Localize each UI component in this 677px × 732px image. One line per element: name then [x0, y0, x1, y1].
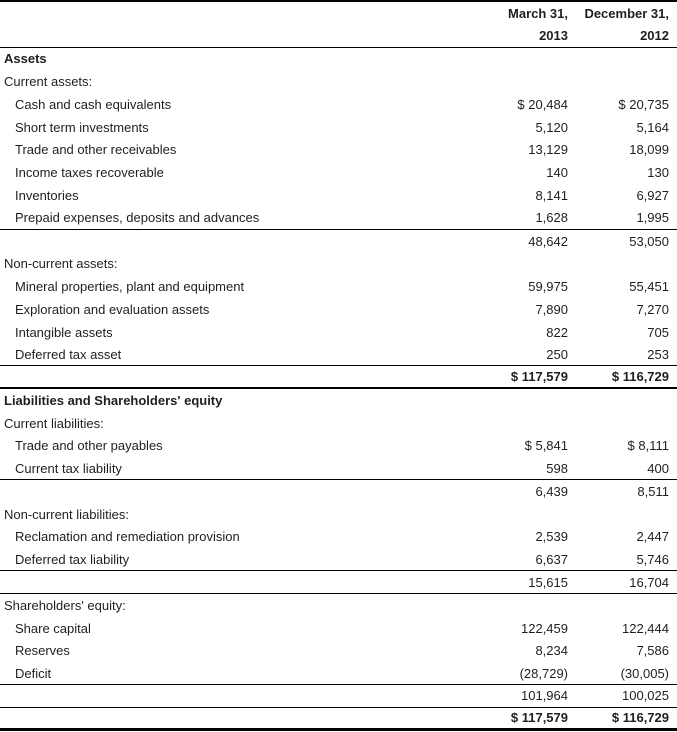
row-label: Exploration and evaluation assets — [15, 301, 210, 317]
value-2012: 6,927 — [636, 188, 669, 203]
value-2013: 122,459 — [521, 620, 568, 636]
header-row-month — [0, 2, 677, 25]
group-current-liabilities — [0, 412, 677, 435]
value-2012: 400 — [647, 460, 669, 476]
value-2012: $ 116,729 — [611, 710, 669, 726]
row-label: Deficit — [15, 665, 52, 681]
row-label: Reserves — [15, 643, 70, 659]
column-header-period-1: March 31, — [508, 5, 568, 21]
table-row — [0, 526, 677, 549]
total-liabilities-equity-row — [0, 708, 677, 731]
value-2012: 130 — [647, 165, 669, 181]
group-title: Non-current liabilities: — [4, 506, 129, 522]
table-row — [0, 457, 677, 480]
section-title: Assets — [4, 51, 47, 67]
value-2012: 8,511 — [637, 483, 669, 499]
value-2013: 6,637 — [535, 551, 568, 567]
value-2012: 7,586 — [636, 643, 669, 659]
header-row-year — [0, 25, 677, 48]
table-row — [0, 321, 677, 344]
value-2013: 6,439 — [535, 483, 568, 499]
row-label: Income taxes recoverable — [15, 165, 164, 181]
value-2013: 15,615 — [528, 574, 568, 590]
value-2012: 5,746 — [636, 551, 669, 567]
value-2013: $ 20,484 — [517, 96, 568, 112]
table-row — [0, 207, 677, 230]
row-label: Prepaid expenses, deposits and advances — [15, 210, 260, 226]
value-2012: (30,005) — [620, 665, 669, 681]
value-2013: 48,642 — [528, 233, 568, 249]
value-2013: 598 — [546, 460, 568, 476]
row-label: Inventories — [15, 188, 79, 203]
value-2013: (28,729) — [519, 665, 568, 681]
table-row — [0, 662, 677, 685]
table-row — [0, 548, 677, 571]
column-header-year-1: 2013 — [539, 28, 568, 44]
value-2013: 2,539 — [535, 529, 568, 545]
row-label: Mineral properties, plant and equipment — [15, 279, 245, 295]
value-2013: 140 — [546, 165, 568, 181]
total-assets-row — [0, 366, 677, 389]
group-current-assets — [0, 70, 677, 93]
value-2012: $ 116,729 — [611, 369, 669, 385]
table-row — [0, 116, 677, 139]
row-label: Short term investments — [15, 119, 149, 135]
row-label: Intangible assets — [15, 324, 113, 340]
value-2013: 822 — [546, 324, 568, 340]
table-row — [0, 184, 677, 207]
group-title: Current liabilities: — [4, 415, 104, 431]
group-non-current-assets — [0, 252, 677, 275]
value-2013: 101,964 — [521, 688, 568, 704]
table-row — [0, 139, 677, 162]
section-assets — [0, 48, 677, 71]
section-liabilities-equity — [0, 389, 677, 412]
value-2013: 250 — [546, 346, 568, 362]
table-row — [0, 343, 677, 366]
value-2013: $ 117,579 — [510, 710, 568, 726]
row-label: Current tax liability — [15, 460, 122, 476]
value-2013: 8,234 — [535, 643, 568, 659]
group-title: Current assets: — [4, 74, 93, 90]
value-2012: 5,164 — [636, 119, 669, 135]
value-2013: $ 117,579 — [510, 369, 568, 385]
value-2013: 8,141 — [535, 188, 568, 203]
row-label: Reclamation and remediation provision — [15, 529, 240, 545]
value-2012: 1,995 — [636, 210, 669, 226]
table-row — [0, 639, 677, 662]
subtotal-shareholders-equity — [0, 685, 677, 708]
value-2013: 5,120 — [535, 119, 568, 135]
row-label: Deferred tax asset — [15, 346, 122, 362]
value-2012: 16,704 — [629, 574, 669, 590]
group-title: Non-current assets: — [4, 256, 118, 272]
value-2012: $ 20,735 — [618, 96, 669, 112]
table-row — [0, 275, 677, 298]
subtotal-current-liabilities — [0, 480, 677, 503]
row-label: Trade and other payables — [15, 438, 163, 454]
group-title: Shareholders' equity: — [4, 597, 126, 613]
subtotal-current-assets — [0, 230, 677, 253]
value-2013: 59,975 — [528, 279, 568, 295]
row-label: Share capital — [15, 620, 91, 636]
group-shareholders-equity — [0, 594, 677, 617]
table-row — [0, 298, 677, 321]
column-header-period-2: December 31, — [584, 5, 669, 21]
group-non-current-liabilities — [0, 503, 677, 526]
value-2012: 53,050 — [629, 233, 669, 249]
value-2012: 122,444 — [622, 620, 669, 636]
value-2012: 100,025 — [622, 688, 669, 704]
value-2012: 253 — [647, 346, 669, 362]
column-header-year-2: 2012 — [640, 28, 669, 44]
value-2012: 705 — [647, 324, 669, 340]
value-2013: 13,129 — [528, 142, 568, 158]
table-row — [0, 161, 677, 184]
value-2013: 7,890 — [535, 301, 568, 317]
subtotal-total-liabilities — [0, 571, 677, 594]
value-2012: 55,451 — [629, 279, 669, 295]
value-2012: 7,270 — [636, 301, 669, 317]
row-label: Deferred tax liability — [15, 551, 130, 567]
value-2012: 2,447 — [636, 529, 669, 545]
table-row — [0, 435, 677, 458]
value-2012: 18,099 — [629, 142, 669, 158]
value-2012: $ 8,111 — [627, 438, 669, 454]
value-2013: $ 5,841 — [524, 438, 568, 454]
table-row — [0, 617, 677, 640]
row-label: Trade and other receivables — [15, 142, 177, 158]
section-title: Liabilities and Shareholders' equity — [4, 392, 223, 408]
row-label: Cash and cash equivalents — [15, 96, 172, 112]
value-2013: 1,628 — [535, 210, 568, 226]
table-row — [0, 93, 677, 116]
